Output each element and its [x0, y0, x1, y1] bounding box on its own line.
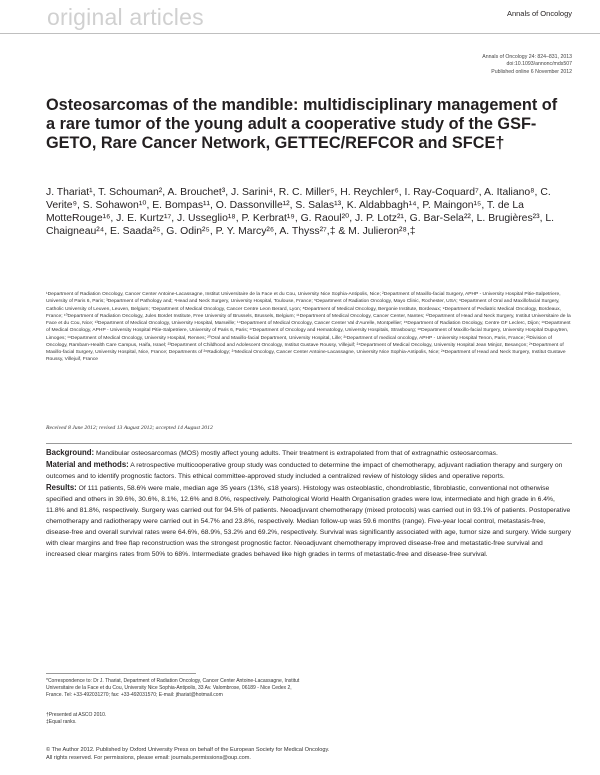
- citation-published: Published online 6 November 2012: [491, 68, 572, 75]
- received-dates: Received 8 June 2012; revised 13 August 2012; accepted 14 August 2012: [46, 425, 213, 431]
- abstract: [46, 447, 572, 560]
- methods-label: Material and methods:: [46, 460, 129, 469]
- footnotes: [46, 712, 304, 726]
- abstract-methods: [46, 459, 572, 482]
- copyright-line-1: © The Author 2012. Published by Oxford University Press on behalf of the European Society for Medical Oncology.: [46, 747, 330, 753]
- section-label: original articles: [47, 4, 204, 30]
- author-list: J. Thariat¹, T. Schouman², A. Brouchet³, J. Sarini⁴, R. C. Miller⁵, H. Reychler⁶, I. Ray-Coquard⁷, A. Italiano⁸, C. Verite⁹, S. Sohawon¹⁰, E. Bompas¹¹, O. Dassonville¹², S. Salas¹³, K. Aldabbagh¹⁴, P. Maingon¹⁵, T. de La MotteRouge¹⁶, J. E. Kurtz¹⁷, J. Usseglio¹⁸, P. Kerbrat¹⁹, G. Raoul²⁰, J. P. Lotz²¹, G. Bar-Sela²², L. Brugières²³, L. Chaigneau²⁴, E. Saada²⁵, G. Odin²⁵, P. Y. Marcy²⁶, A. Thyss²⁷,‡ & M. Julieron²⁸,‡: [46, 187, 555, 238]
- note-equal: ‡Equal ranks.: [46, 719, 77, 726]
- citation-block: [482, 54, 572, 76]
- journal-name: Annals of Oncology: [506, 9, 572, 18]
- results-label: Results:: [46, 483, 77, 492]
- citation-doi[interactable]: doi:10.1093/annonc/mds507: [506, 61, 572, 68]
- abstract-background: [46, 447, 572, 459]
- copyright-notice: [46, 746, 329, 762]
- abstract-results: [46, 482, 572, 560]
- background-label: Background:: [46, 448, 95, 457]
- correspondence-note: *Correspondence to: Dr J. Thariat, Department of Radiation Oncology, Cancer Center Antoine-Lacassagne, Institut Universitaire de la Face et du Cou, University Nice Sophia-Antipolis, 33 Av. Valombrose, 06189 - Nice Cedex 2, France. Tel: +33-492031270; fax: +33-492031570; E-mail: jthariat@hotmail.com: [46, 678, 300, 699]
- footnote-divider: [46, 673, 196, 674]
- citation-volume: Annals of Oncology 24: 824–831, 2013: [482, 54, 572, 60]
- results-text: Of 111 patients, 58.6% were male, median age 35 years (13%, ≤18 years). Histology was osteoblastic, chondroblastic, fibroblastic, conventional not otherwise specified and others in 39.6%, 30.6%, 8.1%, 12.6% and 8.0%, respectively. Pathological World Health Organisation grades were low, intermediate and high grade in 6.4%, 11.8% and 81.8%, respectively. Surgery was carried out for 94.5% of patients. Neoadjuvant chemotherapy (mixed protocols) was carried out in 93.1% of patients. Postoperative chemotherapy and radiotherapy were carried out in 54.7% and 23.8%, respectively. Median follow-up was 59.6 months (range). Five-year local control, metastasis-free, disease-free and overall survival rates were 64.6%, 68.9%, 53.2% and 69.2%, respectively. Survival was significantly associated with age, tumor size and surgery. Wide surgery with clear margins and free flap reconstruction was the strongest prognostic factor. Neoadjuvant chemotherapy improved disease-free and metastatic-free survival and increased clear margins rates from 50% to 68%. Intermediate grades behaved like high grades in terms of metastatic-free and disease-free survival.: [46, 485, 572, 558]
- methods-text: A retrospective multicooperative group study was conducted to determine the impact of chemotherapy, adjuvant radiation therapy and surgery on outcomes and to identify prognostic factors. This ethical committee-approved study included a centralized review of histology slides and operative reports.: [46, 462, 563, 480]
- header-divider: [0, 33, 600, 34]
- note-presented: †Presented at ASCO 2010.: [46, 712, 107, 718]
- abstract-top-divider: [46, 443, 572, 444]
- article-title: Osteosarcomas of the mandible: multidisciplinary management of a rare tumor of the young adult a cooperative study of the GSF-GETO, Rare Cancer Network, GETTEC/REFCOR and SFCE†: [46, 96, 558, 152]
- affiliations: ¹Department of Radiation Oncology, Cancer Center Antoine-Lacassagne, Institut Universitaire de la Face et du Cou, University Nice Sophia-Antipolis, Nice; ²Department of Maxillo-facial Surgery, APHP - University Hospital Pitie-Salpetriere, University of Paris 6, Paris; ³Department of Pathology and; ⁴Head and Neck Surgery, University Hospital, Toulouse, France; ⁵Department of Radiation Oncology, Mayo Clinic, Rochester, USA; ⁶Department of Oral and Maxillofacial Surgery, Catholic University of Leuven, Leuven, Belgium; ⁷Department of Medical Oncology, Cancer Centre Leon Berard, Lyon; ⁸Department of Medical Oncology, Bergonie Institute, Bordeaux; ⁹Department of Pediatric Medical Oncology, Bordeaux, France; ¹⁰Department of Radiation Oncology, Jules Bordet Institute, Free University of Brussels, Brussels, Belgium; ¹¹Department of Medical Oncology, Cancer Center, Nantes; ¹²Department of Head and Neck Surgery, Institut Universitaire de la Face et du Cou, Nice; ¹³Department of Medical Oncology, University Hospital, Marseille; ¹⁴Department of Medical Oncology, Cancer Center Val d'Aurelle, Montpellier; ¹⁵Department of Radiation Oncology, Centre GF Leclerc, Dijon; ¹⁶Department of Medical Oncology, APHP - University Hospital Pitie-Salpetriere, University of Paris 6, Paris; ¹⁷Department of Oncology and Hematology, University Hospitals, Strasbourg; ¹⁸Department of Maxillo-facial Surgery, University Hospital Dupuytren, Limoges; ¹⁹Department of Medical Oncology, University Hospital, Rennes; ²⁰Oral and Maxillo-facial Department, University Hospital, Lille; ²¹Department of medical oncology, APHP - University Hospital Tenon, Paris, France; ²²Division of Oncology, Rambam-Health Care Campus, Haifa, Israel; ²³Department of Childhood and Adolescent Oncology, Institut Gustave Roussy, Villejuif; ²⁴Department of Medical Oncology, University Hospital Jean Minjoz, Besançon; ²⁵Department of Maxillo-facial Surgery, University Hospital, Nice, France; Departments of ²⁶Radiology; ²⁷Medical Oncology, Cancer Center Antoine-Lacassagne, University Nice Sophia-Antipolis, Nice; ²⁸Department of Head and Neck Surgery, Institut Gustave Roussy, Villejuif, France: [46, 292, 571, 363]
- background-text: Mandibular osteosarcomas (MOS) mostly affect young adults. Their treatment is extrapolated from that of extragnathic osteosarcomas.: [94, 450, 498, 457]
- copyright-line-2: All rights reserved. For permissions, please email: journals.permissions@oup.com.: [46, 755, 251, 761]
